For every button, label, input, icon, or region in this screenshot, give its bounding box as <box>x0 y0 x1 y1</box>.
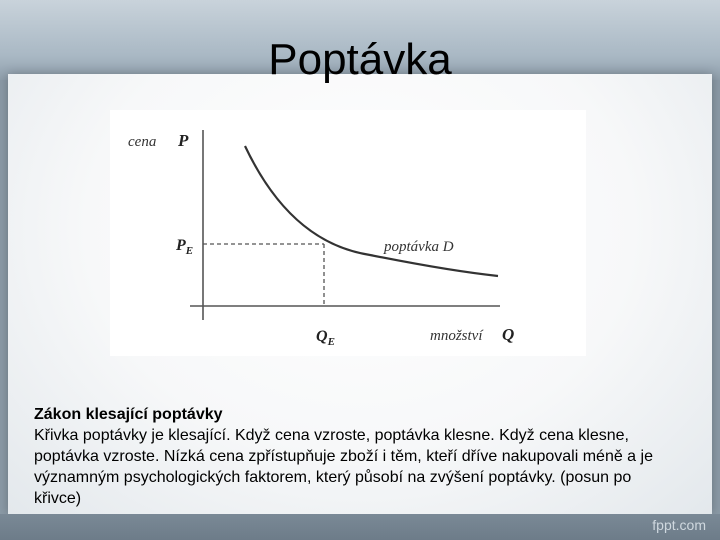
slide-footer-strip <box>0 514 720 540</box>
slide-body <box>34 404 654 509</box>
equilibrium-price-symbol: P <box>176 237 186 254</box>
equilibrium-price-subscript: E <box>185 245 194 257</box>
x-axis-word-label: množství <box>430 328 483 344</box>
equilibrium-price-label <box>175 237 193 257</box>
equilibrium-quantity-symbol: Q <box>316 328 328 345</box>
demand-curve-diagram <box>110 110 586 356</box>
y-axis-word-label: cena <box>128 134 157 150</box>
demand-diagram-svg <box>110 110 586 356</box>
watermark: fppt.com <box>652 517 706 533</box>
curve-label: poptávka D <box>384 239 454 255</box>
slide-title: Poptávka <box>268 35 452 84</box>
equilibrium-quantity-subscript: E <box>327 336 335 348</box>
x-axis-symbol-label: Q <box>502 325 515 344</box>
body-paragraph: Křivka poptávky je klesající. Když cena vzroste, poptávka klesne. Když cena klesne, poptávka vzroste. Nízká cena zpřístupňuje zboží i těm, kteří dříve nakupovali méně a je významným psychologických faktorem, který působí na zvýšení poptávky. (posun po křivce) <box>34 427 653 507</box>
body-heading: Zákon klesající poptávky <box>34 406 223 423</box>
y-axis-symbol-label: P <box>178 131 189 150</box>
demand-curve <box>245 146 498 276</box>
equilibrium-quantity-label <box>316 328 335 348</box>
